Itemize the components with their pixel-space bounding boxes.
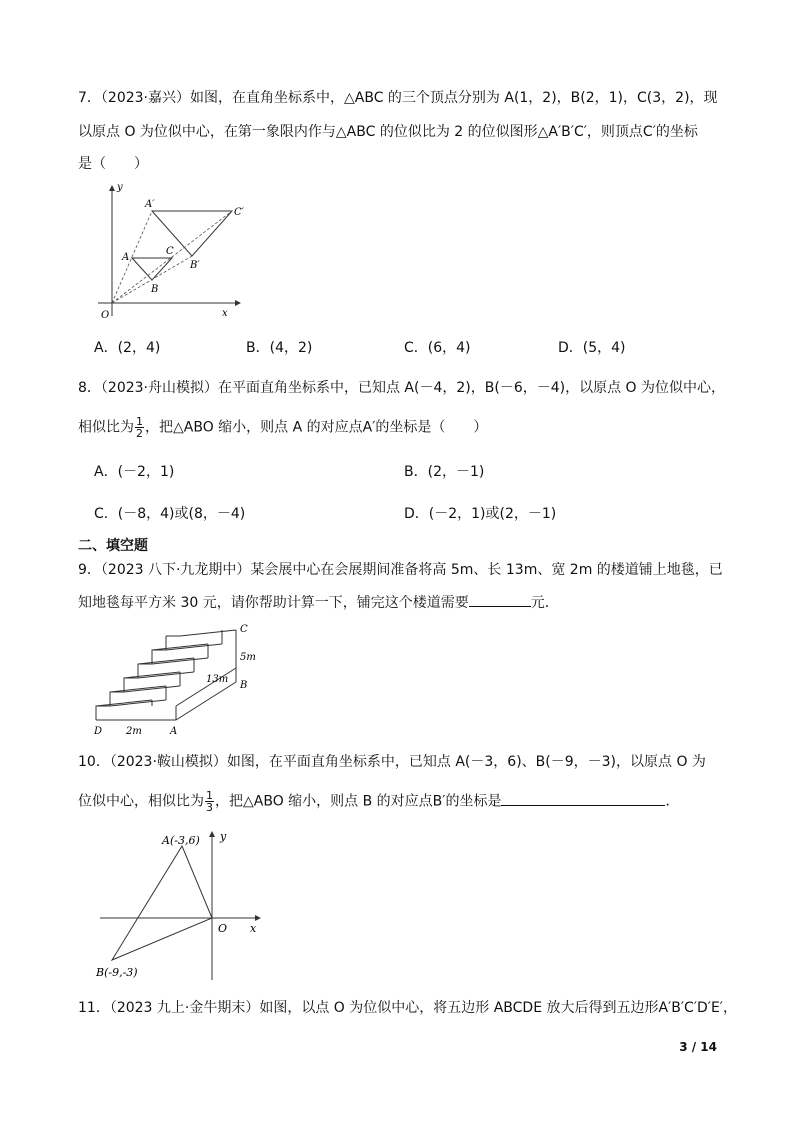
q7-label-x: x — [222, 308, 228, 319]
q9-line-2-pre: 知地毯每平方米 30 元，请你帮助计算一下，铺完这个楼道需要 — [78, 595, 469, 611]
section-title-fill-in: 二、填空题 — [78, 538, 148, 554]
q9-label-a: A — [170, 726, 178, 737]
q9-label-h: 5m — [240, 652, 256, 663]
q10-label-a: A(-3,6) — [162, 834, 200, 847]
q7-line-1: 7．（2023·嘉兴）如图，在直角坐标系中，△ABC 的三个顶点分别为 A(1，2)，B(2，1)，C(3，2)，现 — [78, 90, 718, 106]
q8-line-2 — [78, 416, 487, 439]
q8-choice-d[interactable]: D．(－2，1)或(2，－1) — [404, 506, 557, 522]
q9-label-d: D — [94, 726, 103, 737]
q10-label-o: O — [218, 922, 228, 935]
q7-choice-d[interactable]: D．(5，4) — [558, 340, 626, 356]
q9-label-w: 2m — [126, 726, 142, 737]
q9-label-c: C — [240, 624, 248, 635]
q8-choice-b[interactable]: B．(2，－1) — [404, 464, 485, 480]
q7-choice-b[interactable]: B．(4，2) — [246, 340, 313, 356]
q9-staircase-figure — [90, 620, 270, 738]
q10-label-x: x — [250, 922, 257, 935]
q11-line-1: 11．（2023 九上·金牛期末）如图，以点 O 为位似中心，将五边形 ABCDE 放大后得到五边形A′B′C′D′E′， — [78, 1000, 737, 1016]
q10-ratio-fraction: $\frac{1}{3}$ — [206, 789, 213, 814]
q10-line-2-pre: 位似中心，相似比为 — [78, 793, 204, 810]
q10-line-2-post: ，把△ABO 缩小，则点 B 的对应点B′的坐标是 — [215, 793, 502, 810]
q7-label-ap: A′ — [145, 199, 155, 210]
q8-choice-a[interactable]: A．(－2，1) — [94, 464, 175, 480]
q7-choice-c[interactable]: C．(6，4) — [404, 340, 471, 356]
q10-answer-blank[interactable] — [501, 791, 665, 806]
q8-ratio-fraction: $\frac{1}{2}$ — [136, 415, 143, 440]
q8-choice-c[interactable]: C．(－8，4)或(8，－4) — [94, 506, 246, 522]
q10-line-2 — [78, 790, 679, 813]
q8-line-1: 8．（2023·舟山模拟）在平面直角坐标系中，已知点 A(－4，2)，B(－6，－4)，以原点 O 为位似中心， — [78, 380, 726, 396]
q7-label-bp: B′ — [190, 260, 200, 271]
q7-label-y: y — [117, 182, 123, 193]
q7-triangle-abc — [132, 258, 172, 280]
q9-label-l: 13m — [206, 674, 229, 685]
q8-line-2-pre: 相似比为 — [78, 419, 134, 436]
q10-label-b: B(-9,-3) — [96, 966, 138, 979]
q7-triangle-apbpcp — [152, 211, 232, 256]
q10-label-y: y — [220, 830, 227, 843]
q10-line-2-end: ． — [665, 793, 680, 810]
q9-line-2-post: 元． — [530, 595, 559, 611]
q7-line-2: 以原点 O 为位似中心，在第一象限内作与△ABC 的位似比为 2 的位似图形△A′B′C′，则顶点C′的坐标 — [78, 124, 698, 140]
q7-figure — [92, 178, 252, 326]
q10-triangle-abo — [112, 846, 212, 960]
q9-answer-blank[interactable] — [469, 592, 531, 607]
q10-line-1: 10．（2023·鞍山模拟）如图，在平面直角坐标系中，已知点 A(－3，6)、B(－9，－3)，以原点 O 为 — [78, 754, 706, 770]
q9-label-b: B — [240, 680, 248, 691]
q7-label-b: B — [151, 284, 159, 295]
q9-line-1: 9．（2023 八下·九龙期中）某会展中心在会展期间准备将高 5m、长 13m、宽 2m 的楼道铺上地毯，已 — [78, 562, 723, 578]
q7-label-cp: C′ — [234, 207, 244, 218]
q7-choice-a[interactable]: A．(2，4) — [94, 340, 161, 356]
q7-line-3: 是（ ） — [78, 156, 148, 172]
q7-label-c: C — [166, 246, 174, 257]
q7-label-a: A — [122, 252, 130, 263]
page-number: 3 / 14 — [679, 1040, 717, 1054]
q7-label-o: O — [101, 310, 110, 321]
q10-figure — [92, 826, 272, 986]
q8-line-2-post: ，把△ABO 缩小，则点 A 的对应点A′的坐标是（ ） — [145, 419, 488, 436]
q9-line-2 — [78, 592, 559, 613]
